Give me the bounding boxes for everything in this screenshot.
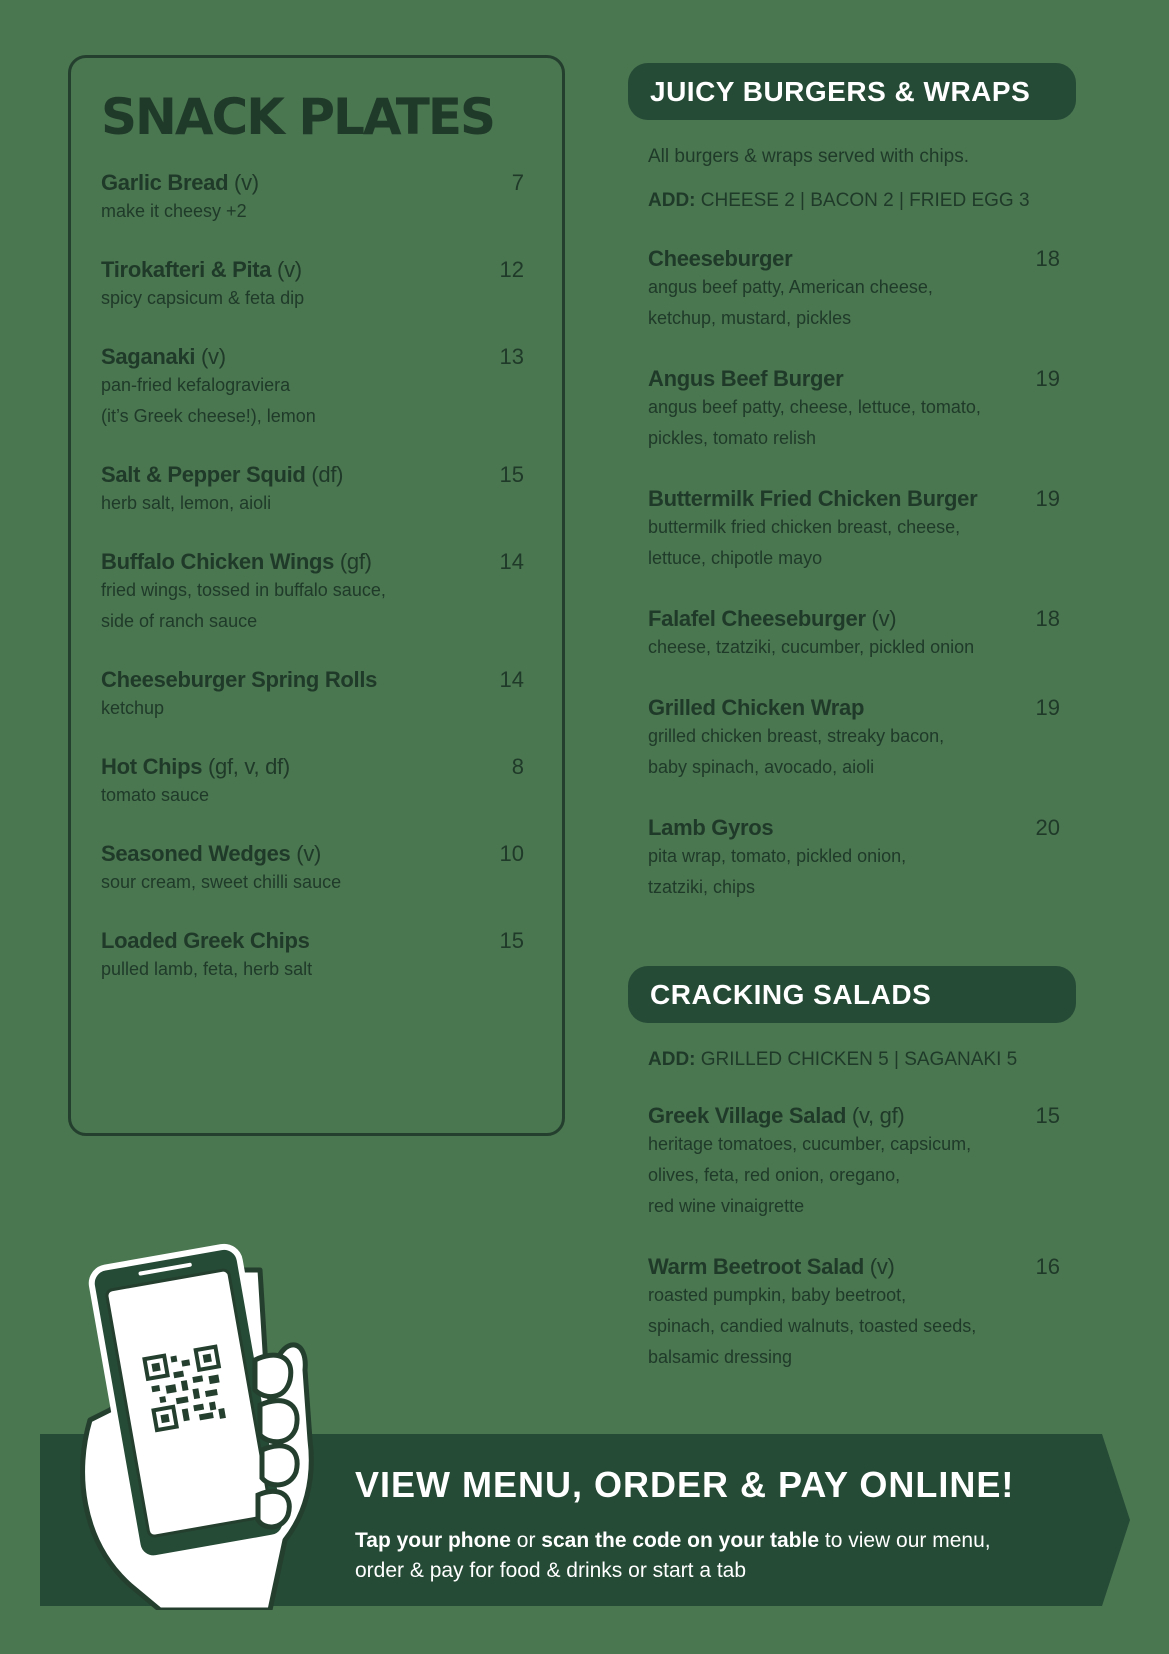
item-header — [101, 344, 532, 370]
item-header — [101, 549, 532, 575]
dietary-tag: (v, gf) — [846, 1103, 905, 1128]
dietary-tag: (v) — [228, 170, 259, 195]
dietary-tag: (gf) — [334, 549, 372, 574]
item-price: 15 — [1035, 1103, 1060, 1128]
item-description: spinach, candied walnuts, toasted seeds, — [648, 1316, 977, 1336]
snack-item — [101, 344, 532, 432]
snack-item — [101, 667, 532, 724]
item-header — [648, 486, 1068, 512]
item-name: Salt & Pepper Squid (df) — [101, 462, 344, 487]
item-header — [648, 246, 1068, 272]
dietary-tag: (v) — [865, 606, 897, 631]
item-description: ketchup — [101, 698, 165, 718]
item-name: Cheeseburger — [648, 246, 793, 271]
item-price: 12 — [499, 257, 524, 282]
item-description: fried wings, tossed in buffalo sauce, — [101, 580, 386, 600]
item-price: 8 — [511, 754, 524, 779]
item-description: baby spinach, avocado, aioli — [648, 757, 875, 777]
item-name: Warm Beetroot Salad (v) — [648, 1254, 895, 1279]
salads-header: CRACKING SALADS — [628, 966, 1076, 1023]
burger-item — [648, 695, 1068, 783]
salads-add-text: GRILLED CHICKEN 5 | SAGANAKI 5 — [700, 1049, 1018, 1070]
snack-plates-panel — [68, 55, 565, 1136]
dietary-tag: (df) — [305, 462, 344, 487]
item-description: sour cream, sweet chilli sauce — [101, 872, 342, 892]
item-description: pickles, tomato relish — [648, 428, 817, 448]
item-description: cheese, tzatziki, cucumber, pickled onion — [648, 637, 975, 657]
item-header — [648, 366, 1068, 392]
item-name: Saganaki (v) — [101, 344, 226, 369]
item-price: 10 — [499, 841, 524, 866]
salad-item — [648, 1254, 1068, 1373]
item-price: 18 — [1035, 606, 1060, 631]
item-name: Buffalo Chicken Wings (gf) — [101, 549, 372, 574]
snack-plates-list — [101, 170, 532, 985]
snack-plates-title: SNACK PLATES — [101, 88, 494, 146]
burgers-section — [628, 63, 1076, 935]
item-description: herb salt, lemon, aioli — [101, 493, 272, 513]
item-header — [101, 754, 532, 780]
item-description: tomato sauce — [101, 785, 210, 805]
dietary-tag: (gf, v, df) — [202, 754, 290, 779]
item-name: Greek Village Salad (v, gf) — [648, 1103, 905, 1128]
item-header — [648, 1103, 1068, 1129]
snack-item — [101, 754, 532, 811]
item-header — [648, 606, 1068, 632]
salads-section — [628, 966, 1076, 1405]
item-price: 14 — [499, 667, 524, 692]
item-name: Buttermilk Fried Chicken Burger — [648, 486, 978, 511]
item-description: tzatziki, chips — [648, 877, 756, 897]
item-description: olives, feta, red onion, oregano, — [648, 1165, 901, 1185]
item-name: Angus Beef Burger — [648, 366, 844, 391]
burgers-add-label: ADD: — [648, 190, 696, 211]
item-description: buttermilk fried chicken breast, cheese, — [648, 517, 961, 537]
item-price: 13 — [499, 344, 524, 369]
item-price: 19 — [1035, 695, 1060, 720]
salad-item — [648, 1103, 1068, 1222]
item-name: Cheeseburger Spring Rolls — [101, 667, 378, 692]
item-description: make it cheesy +2 — [101, 201, 247, 221]
burger-item — [648, 606, 1068, 663]
burgers-add-text: CHEESE 2 | BACON 2 | FRIED EGG 3 — [700, 190, 1030, 211]
phone-in-hand-icon — [70, 1240, 340, 1610]
burger-item — [648, 815, 1068, 903]
salads-add-label: ADD: — [648, 1049, 696, 1070]
item-name: Lamb Gyros — [648, 815, 774, 840]
item-name: Seasoned Wedges (v) — [101, 841, 322, 866]
item-description: red wine vinaigrette — [648, 1196, 805, 1216]
item-price: 16 — [1035, 1254, 1060, 1279]
item-header — [648, 815, 1068, 841]
burgers-add-ons — [648, 190, 1076, 212]
item-price: 19 — [1035, 366, 1060, 391]
banner-bold-scan: scan the code on your table — [541, 1529, 820, 1552]
banner-title: VIEW MENU, ORDER & PAY ONLINE! — [355, 1464, 1015, 1505]
item-description: pita wrap, tomato, pickled onion, — [648, 846, 907, 866]
burgers-header: JUICY BURGERS & WRAPS — [628, 63, 1076, 120]
burger-item — [648, 486, 1068, 574]
item-price: 20 — [1035, 815, 1060, 840]
dietary-tag: (v) — [863, 1254, 895, 1279]
item-description: angus beef patty, cheese, lettuce, tomato, — [648, 397, 981, 417]
snack-item — [101, 462, 532, 519]
item-header — [101, 257, 532, 283]
banner-text-rest: to view our menu, — [819, 1529, 991, 1552]
item-header — [648, 1254, 1068, 1280]
item-price: 14 — [499, 549, 524, 574]
item-header — [101, 462, 532, 488]
item-price: 18 — [1035, 246, 1060, 271]
item-header — [101, 667, 532, 693]
item-description: pulled lamb, feta, herb salt — [101, 959, 313, 979]
item-name: Garlic Bread (v) — [101, 170, 259, 195]
dietary-tag: (v) — [195, 344, 226, 369]
snack-item — [101, 170, 532, 227]
snack-item — [101, 549, 532, 637]
dietary-tag: (v) — [290, 841, 322, 866]
snack-item — [101, 841, 532, 898]
item-description: side of ranch sauce — [101, 611, 258, 631]
item-description: ketchup, mustard, pickles — [648, 308, 852, 328]
banner-text-line-2: order & pay for food & drinks or start a tab — [355, 1559, 747, 1582]
banner-bold-tap: Tap your phone — [355, 1529, 511, 1552]
item-header — [101, 928, 532, 954]
burger-item — [648, 366, 1068, 454]
item-description: heritage tomatoes, cucumber, capsicum, — [648, 1134, 972, 1154]
item-description: grilled chicken breast, streaky bacon, — [648, 726, 945, 746]
dietary-tag: (v) — [271, 257, 302, 282]
item-description: lettuce, chipotle mayo — [648, 548, 823, 568]
item-description: balsamic dressing — [648, 1347, 793, 1367]
burger-item — [648, 246, 1068, 334]
item-name: Tirokafteri & Pita (v) — [101, 257, 302, 282]
item-name: Grilled Chicken Wrap — [648, 695, 865, 720]
burgers-note: All burgers & wraps served with chips. — [648, 146, 970, 167]
item-price: 19 — [1035, 486, 1060, 511]
item-name: Falafel Cheeseburger (v) — [648, 606, 897, 631]
snack-item — [101, 928, 532, 985]
salads-add-ons — [648, 1049, 1076, 1071]
item-price: 15 — [499, 928, 524, 953]
item-name: Hot Chips (gf, v, df) — [101, 754, 290, 779]
item-description: spicy capsicum & feta dip — [101, 288, 305, 308]
banner-or: or — [510, 1529, 542, 1552]
item-description: (it’s Greek cheese!), lemon — [101, 406, 316, 426]
item-description: roasted pumpkin, baby beetroot, — [648, 1285, 907, 1305]
salads-list — [648, 1103, 1076, 1373]
item-description: pan-fried kefalograviera — [101, 375, 291, 395]
item-price: 15 — [499, 462, 524, 487]
item-header — [648, 695, 1068, 721]
item-name: Loaded Greek Chips — [101, 928, 310, 953]
item-header — [101, 841, 532, 867]
burgers-list — [648, 246, 1076, 903]
banner-text — [355, 1526, 1055, 1586]
qr-code-icon — [142, 1344, 230, 1432]
item-description: angus beef patty, American cheese, — [648, 277, 933, 297]
item-price: 7 — [511, 170, 524, 195]
snack-item — [101, 257, 532, 314]
item-header — [101, 170, 532, 196]
